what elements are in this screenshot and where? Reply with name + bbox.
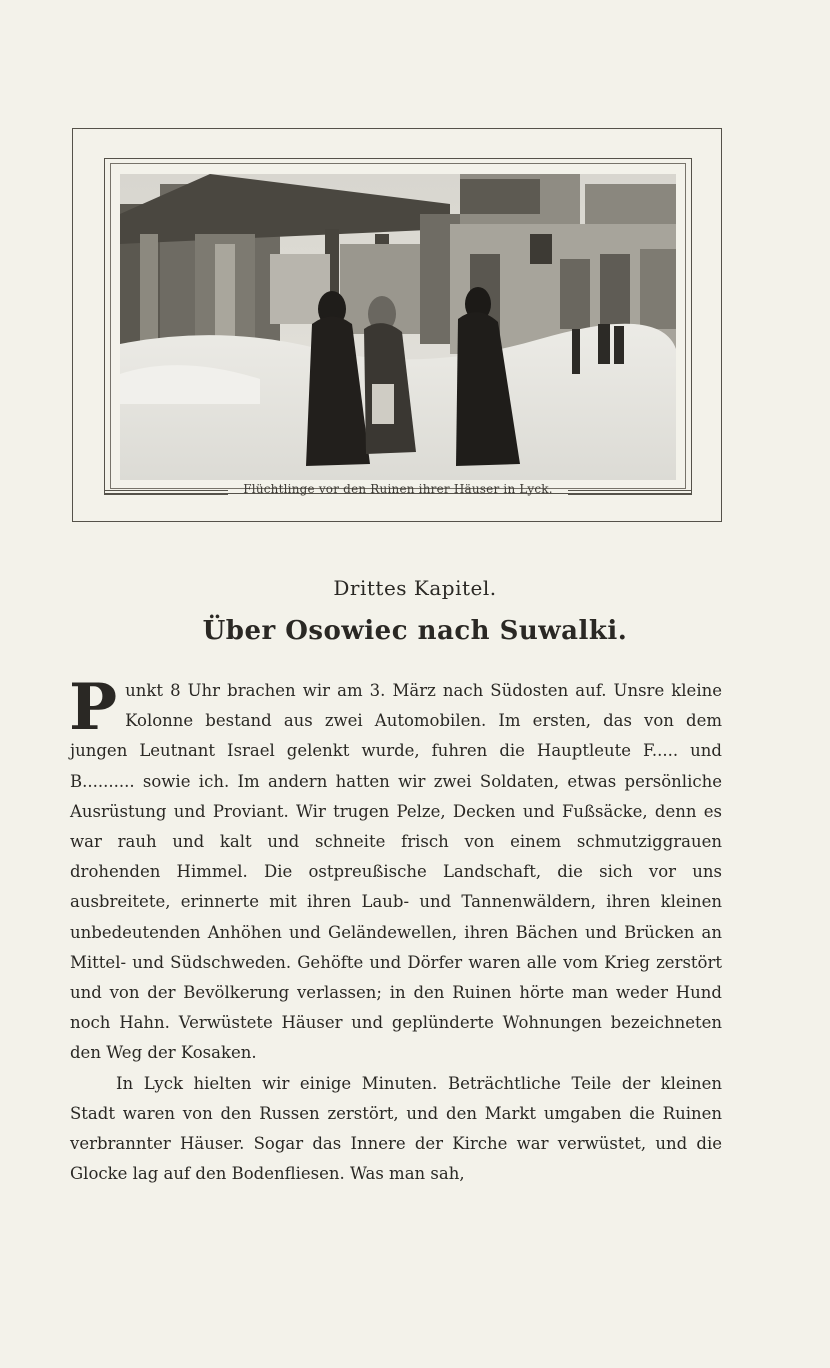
paragraph-2: In Lyck hielten wir einige Minuten. Beträchtliche Teile der kleinen Stadt waren von den Russen zerstört, und den Markt umgaben die Ruinen verbrannter Häuser. Sogar das Innere der Kirche war verwüstet, und die Glocke lag auf den Bodenfliesen. Was man sah, (70, 1073, 722, 1184)
paragraph-1-text: unkt 8 Uhr brachen wir am 3. März nach Südosten auf. Unsre kleine Kolonne bestand aus zwei Automobilen. Im ersten, das von dem jungen Leutnant Israel gelenkt wurde, fuhren die Hauptleute F..... und B.......... sowie ich. Im andern hatten wir zwei Soldaten, etwas persönliche Ausrüstung und Proviant. Wir trugen Pelze, Decken und Fußsäcke, denn es war rauh und kalt und schneite frisch von einem schmutziggrauen drohenden Himmel. Die ostpreußische Landschaft, die sich vor uns ausbreitete, erinnerte mit ihren Laub- und Tannenwäldern, ihren kleinen unbedeutenden Anhöhen und Geländewellen, ihren Bächen und Brücken an Mittel- und Südschweden. Gehöfte und Dörfer waren alle vom Krieg zerstört und von der Bevölkerung verlassen; in den Ruinen hörte man weder Hund noch Hahn. Verwüstete Häuser und geplünderte Wohnungen bezeichneten den Weg der Kosaken. (70, 681, 722, 1063)
caption-rule-left (104, 490, 228, 495)
photograph (120, 174, 676, 480)
figure-caption-row (104, 480, 692, 502)
chapter-title: Über Osowiec nach Suwalki. (202, 616, 628, 646)
photograph-illustration (120, 174, 676, 480)
chapter-label: Drittes Kapitel. (333, 576, 497, 600)
body-text (69, 670, 722, 1189)
drop-cap: P (69, 670, 118, 745)
figure-caption: Flüchtlinge vor den Ruinen ihrer Häuser in Lyck. (243, 482, 553, 496)
paragraph-1 (69, 670, 722, 1069)
caption-rule-right (568, 490, 692, 495)
